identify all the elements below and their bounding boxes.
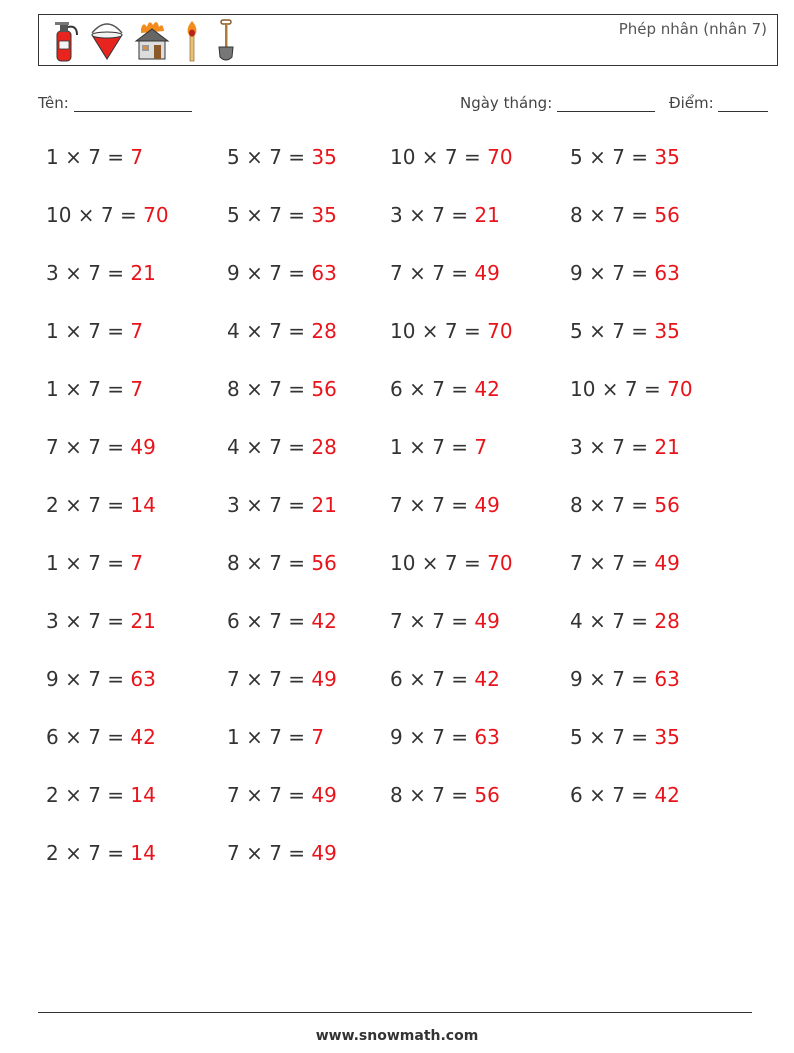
problem-answer: 28 — [311, 435, 337, 459]
problem-answer: 21 — [130, 609, 156, 633]
problem-answer: 7 — [130, 551, 144, 575]
problem-answer: 49 — [474, 261, 500, 285]
problem-answer: 7 — [130, 319, 144, 343]
problem-answer: 42 — [311, 609, 337, 633]
problem-question: 4 × 7 = — [227, 319, 312, 343]
problem-cell — [46, 841, 156, 865]
problem-cell — [227, 203, 337, 227]
problem-cell — [390, 145, 513, 169]
problem-cell — [227, 841, 337, 865]
problem-question: 4 × 7 = — [227, 435, 312, 459]
shovel-icon — [213, 19, 239, 63]
problem-cell — [46, 667, 156, 691]
problem-question: 7 × 7 = — [390, 493, 475, 517]
problem-question: 7 × 7 = — [390, 609, 475, 633]
problem-answer: 7 — [130, 377, 144, 401]
fire-extinguisher-icon — [47, 19, 81, 63]
problem-cell — [570, 377, 693, 401]
problem-question: 5 × 7 = — [570, 319, 655, 343]
problem-cell — [390, 377, 500, 401]
problem-question: 6 × 7 = — [227, 609, 312, 633]
problem-question: 6 × 7 = — [390, 377, 475, 401]
problem-cell — [570, 551, 680, 575]
problem-question: 8 × 7 = — [227, 377, 312, 401]
problem-cell — [570, 783, 680, 807]
problem-cell — [390, 261, 500, 285]
problem-answer: 70 — [487, 551, 513, 575]
problem-cell — [570, 667, 680, 691]
date-label: Ngày tháng: — [460, 94, 553, 112]
problem-answer: 63 — [474, 725, 500, 749]
problem-answer: 14 — [130, 783, 156, 807]
problem-answer: 63 — [654, 667, 680, 691]
problem-answer: 63 — [311, 261, 337, 285]
problem-cell — [46, 203, 169, 227]
problem-answer: 63 — [654, 261, 680, 285]
problem-answer: 42 — [654, 783, 680, 807]
problem-question: 9 × 7 = — [46, 667, 131, 691]
problem-answer: 70 — [667, 377, 693, 401]
problem-answer: 49 — [474, 609, 500, 633]
problem-question: 1 × 7 = — [46, 551, 131, 575]
problem-cell — [46, 725, 156, 749]
problem-answer: 42 — [130, 725, 156, 749]
problem-question: 10 × 7 = — [46, 203, 144, 227]
score-label: Điểm: — [669, 94, 714, 112]
problem-question: 2 × 7 = — [46, 493, 131, 517]
problem-question: 7 × 7 = — [227, 841, 312, 865]
problem-cell — [46, 377, 143, 401]
problem-cell — [570, 609, 680, 633]
problem-question: 2 × 7 = — [46, 783, 131, 807]
problem-answer: 49 — [474, 493, 500, 517]
problem-answer: 28 — [654, 609, 680, 633]
problem-question: 8 × 7 = — [227, 551, 312, 575]
problem-cell — [227, 319, 337, 343]
problem-answer: 56 — [311, 377, 337, 401]
problem-question: 4 × 7 = — [570, 609, 655, 633]
problem-answer: 35 — [311, 203, 337, 227]
worksheet-title: Phép nhân (nhân 7) — [618, 20, 767, 38]
problem-cell — [227, 725, 324, 749]
problem-question: 9 × 7 = — [570, 261, 655, 285]
problem-answer: 63 — [130, 667, 156, 691]
problem-cell — [570, 145, 680, 169]
problem-answer: 49 — [311, 783, 337, 807]
problem-answer: 49 — [130, 435, 156, 459]
problem-question: 6 × 7 = — [390, 667, 475, 691]
problem-answer: 49 — [311, 667, 337, 691]
fire-bucket-icon — [89, 19, 125, 63]
problem-cell — [46, 783, 156, 807]
problem-answer: 35 — [654, 145, 680, 169]
problem-answer: 21 — [474, 203, 500, 227]
problem-question: 6 × 7 = — [46, 725, 131, 749]
burning-house-icon — [133, 19, 171, 63]
header-box — [38, 14, 778, 66]
problem-answer: 70 — [143, 203, 169, 227]
problem-question: 10 × 7 = — [390, 319, 488, 343]
problem-question: 10 × 7 = — [390, 551, 488, 575]
problem-answer: 35 — [654, 725, 680, 749]
problem-cell — [227, 493, 337, 517]
problem-cell — [570, 435, 680, 459]
problem-cell — [570, 319, 680, 343]
problem-answer: 7 — [130, 145, 144, 169]
problem-cell — [390, 319, 513, 343]
problem-answer: 49 — [311, 841, 337, 865]
name-label: Tên: — [38, 94, 69, 112]
problem-answer: 35 — [311, 145, 337, 169]
problem-cell — [390, 493, 500, 517]
problem-answer: 14 — [130, 841, 156, 865]
problem-cell — [390, 203, 500, 227]
problem-question: 7 × 7 = — [227, 783, 312, 807]
problem-question: 9 × 7 = — [570, 667, 655, 691]
problem-cell — [46, 145, 143, 169]
problem-question: 5 × 7 = — [227, 203, 312, 227]
problem-cell — [227, 377, 337, 401]
problem-question: 3 × 7 = — [390, 203, 475, 227]
problem-cell — [390, 609, 500, 633]
problem-cell — [46, 261, 156, 285]
problem-cell — [46, 319, 143, 343]
problem-answer: 49 — [654, 551, 680, 575]
problem-answer: 14 — [130, 493, 156, 517]
problem-cell — [570, 493, 680, 517]
problem-cell — [227, 145, 337, 169]
problem-cell — [390, 435, 487, 459]
problem-cell — [227, 435, 337, 459]
problem-question: 8 × 7 = — [390, 783, 475, 807]
problem-answer: 21 — [654, 435, 680, 459]
name-blank[interactable] — [74, 97, 192, 112]
problem-cell — [227, 609, 337, 633]
problem-cell — [227, 783, 337, 807]
problem-question: 9 × 7 = — [227, 261, 312, 285]
problem-question: 10 × 7 = — [390, 145, 488, 169]
problem-answer: 56 — [311, 551, 337, 575]
problem-question: 5 × 7 = — [570, 725, 655, 749]
problem-question: 8 × 7 = — [570, 493, 655, 517]
problem-question: 9 × 7 = — [390, 725, 475, 749]
problem-cell — [390, 725, 500, 749]
match-icon — [179, 19, 205, 63]
icon-strip — [47, 19, 239, 63]
problem-cell — [46, 609, 156, 633]
problem-question: 1 × 7 = — [390, 435, 475, 459]
problem-question: 1 × 7 = — [227, 725, 312, 749]
problem-question: 1 × 7 = — [46, 377, 131, 401]
problem-question: 3 × 7 = — [227, 493, 312, 517]
problem-question: 3 × 7 = — [570, 435, 655, 459]
problem-cell — [227, 551, 337, 575]
problem-answer: 70 — [487, 145, 513, 169]
problem-answer: 56 — [654, 203, 680, 227]
problem-answer: 7 — [474, 435, 488, 459]
problem-answer: 28 — [311, 319, 337, 343]
problem-question: 7 × 7 = — [570, 551, 655, 575]
problem-question: 7 × 7 = — [227, 667, 312, 691]
problem-answer: 70 — [487, 319, 513, 343]
problem-cell — [570, 725, 680, 749]
score-blank[interactable] — [718, 97, 768, 112]
problem-question: 2 × 7 = — [46, 841, 131, 865]
problem-cell — [390, 551, 513, 575]
score-field[interactable] — [669, 94, 768, 112]
problem-question: 1 × 7 = — [46, 319, 131, 343]
problem-question: 3 × 7 = — [46, 261, 131, 285]
problem-question: 7 × 7 = — [390, 261, 475, 285]
problem-answer: 7 — [311, 725, 325, 749]
problem-cell — [570, 203, 680, 227]
problem-answer: 35 — [654, 319, 680, 343]
problem-cell — [46, 551, 143, 575]
problem-cell — [227, 261, 337, 285]
problem-cell — [570, 261, 680, 285]
footer-url: www.snowmath.com — [315, 1028, 479, 1044]
date-field[interactable] — [460, 94, 655, 112]
problem-question: 6 × 7 = — [570, 783, 655, 807]
problem-question: 5 × 7 = — [570, 145, 655, 169]
problem-answer: 56 — [654, 493, 680, 517]
problem-question: 5 × 7 = — [227, 145, 312, 169]
problem-cell — [390, 667, 500, 691]
problem-cell — [46, 435, 156, 459]
problem-cell — [390, 783, 500, 807]
problem-answer: 21 — [311, 493, 337, 517]
problem-answer: 56 — [474, 783, 500, 807]
problem-question: 1 × 7 = — [46, 145, 131, 169]
name-field[interactable] — [38, 94, 192, 112]
problem-answer: 42 — [474, 377, 500, 401]
problem-cell — [227, 667, 337, 691]
problem-answer: 42 — [474, 667, 500, 691]
footer-divider — [38, 1012, 752, 1013]
problem-question: 8 × 7 = — [570, 203, 655, 227]
problem-answer: 21 — [130, 261, 156, 285]
problem-cell — [46, 493, 156, 517]
date-blank[interactable] — [557, 97, 655, 112]
problem-question: 3 × 7 = — [46, 609, 131, 633]
problem-question: 7 × 7 = — [46, 435, 131, 459]
problem-question: 10 × 7 = — [570, 377, 668, 401]
